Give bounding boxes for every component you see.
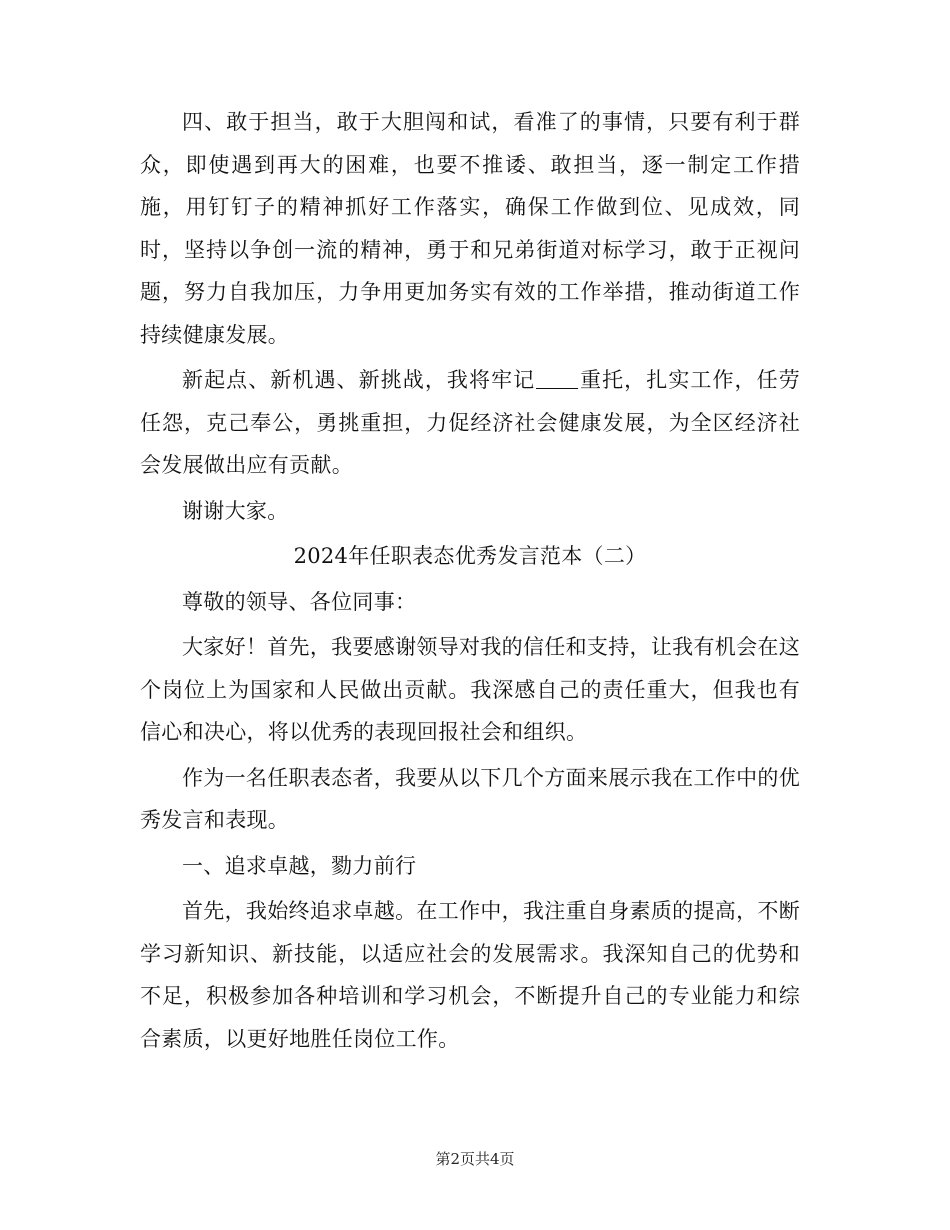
paragraph-subheading-pursue-excellence: 一、追求卓越，勠力前行	[182, 853, 417, 878]
paragraph-salutation: 尊敬的领导、各位同事：	[182, 589, 417, 614]
paragraph-thanks: 谢谢大家。	[182, 498, 289, 523]
document-body	[140, 101, 800, 1063]
paragraph-pursue-excellence: 首先，我始终追求卓越。在工作中，我注重自身素质的提高，不断学习新知识、新技能，以适应社会的发展需求。我深知自己的优势和不足，积极参加各种培训和学习机会，不断提升自己的专业能力和综合素质，以更好地胜任岗位工作。	[140, 899, 800, 1051]
paragraph-intro: 作为一名任职表态者，我要从以下几个方面来展示我在工作中的优秀发言和表现。	[140, 765, 800, 832]
paragraph-dare-to-take-responsibility: 四、敢于担当，敢于大胆闯和试，看准了的事情，只要有利于群众，即使遇到再大的困难，也要不推诿、敢担当，逐一制定工作措施，用钉钉子的精神抓好工作落实，确保工作做到位、见成效，同时，坚持以争创一流的精神，勇于和兄弟街道对标学习，敢于正视问题，努力自我加压，力争用更加务实有效的工作举措，推动街道工作持续健康发展。	[140, 110, 800, 347]
section-title: 2024年任职表态优秀发言范本（二）	[293, 544, 647, 568]
paragraph-new-starting-point	[140, 359, 800, 487]
fill-in-blank	[536, 367, 578, 389]
paragraph-greeting: 大家好！首先，我要感谢领导对我的信任和支持，让我有机会在这个岗位上为国家和人民做出贡献。我深感自己的责任重大，但我也有信心和决心，将以优秀的表现回报社会和组织。	[140, 635, 800, 744]
paragraph-text-before-blank: 新起点、新机遇、新挑战，我将牢记	[182, 368, 536, 392]
page-number-footer: 第2页共4页	[435, 1150, 515, 1168]
paragraph-text-after-blank: 重托，扎实工作，任劳任怨，克己奉公，勇挑重担，力促经济社会健康发展，为全区经济社会发展做出应有贡献。	[140, 368, 800, 477]
